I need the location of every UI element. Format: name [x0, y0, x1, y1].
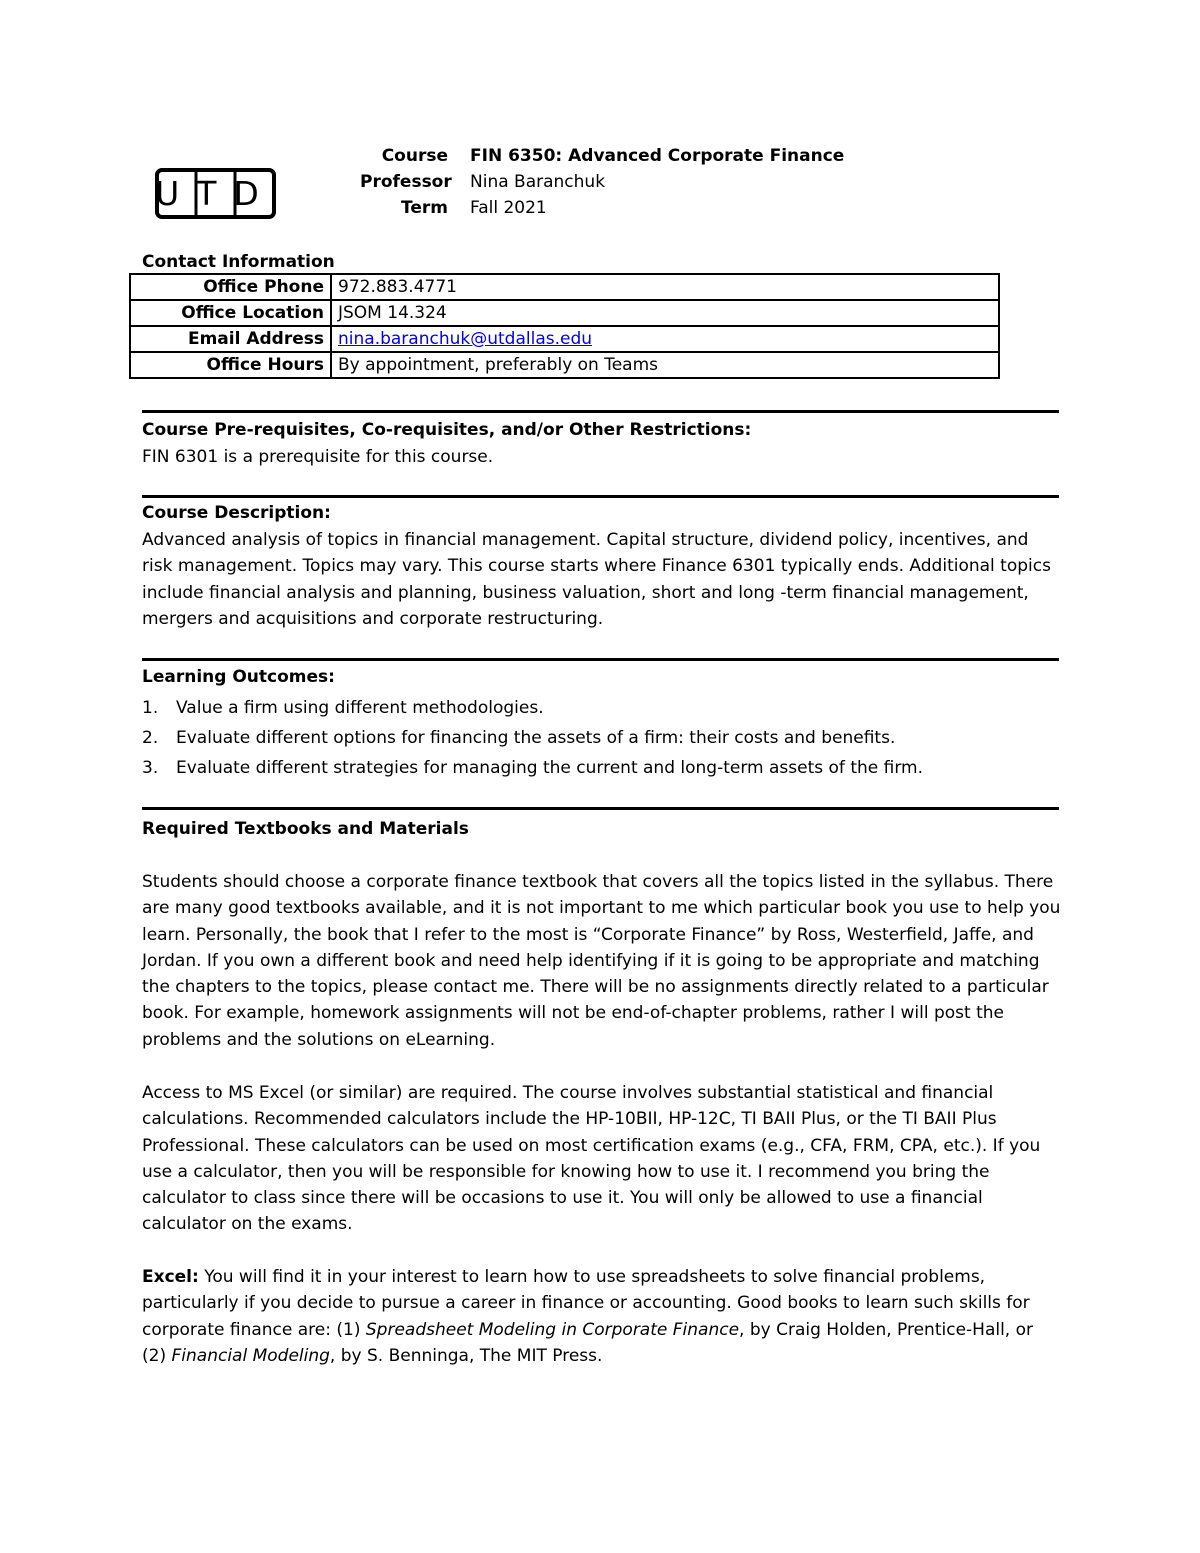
table-row — [130, 274, 999, 300]
excel-text-2: , by Craig Holden, Prentice-Hall, or — [739, 1319, 1034, 1340]
list-item — [142, 693, 1062, 723]
list-number: 1. — [142, 697, 159, 718]
professor-label: Professor — [360, 172, 452, 192]
excel-ref2-num: (2) — [142, 1345, 167, 1366]
description-heading: Course Description: — [142, 503, 331, 523]
office-phone-label: Office Phone — [130, 274, 331, 300]
description-text: Advanced analysis of topics in financial management. Capital structure, dividend policy, incentives, and risk management. Topics may vary. This course starts where Finance 6301 typically ends. Additional topics include financial analysis and planning, business valuation, short and long -term financial management, mergers and acquisitions and corporate restructuring. — [142, 529, 1051, 629]
contact-title: Contact Information — [142, 252, 335, 272]
list-text: Evaluate different options for financing the assets of a firm: their costs and benefits. — [176, 727, 896, 748]
outcomes-list — [142, 693, 1062, 783]
utd-logo-text: UTD — [155, 174, 276, 213]
office-location-value: JSOM 14.324 — [331, 300, 999, 326]
table-row — [130, 300, 999, 326]
outcomes-heading: Learning Outcomes: — [142, 667, 335, 687]
office-phone-value: 972.883.4771 — [331, 274, 999, 300]
term-value: Fall 2021 — [470, 198, 547, 218]
excel-ref1-num: (1) — [336, 1319, 361, 1340]
table-row — [130, 352, 999, 378]
term-label: Term — [401, 198, 448, 218]
course-header — [360, 145, 844, 220]
list-item — [142, 753, 1062, 783]
list-item — [142, 723, 1062, 753]
contact-table — [129, 273, 1000, 379]
excel-label: Excel: — [142, 1267, 199, 1287]
excel-ref2-title: Financial Modeling — [171, 1345, 330, 1366]
section-divider — [142, 658, 1059, 661]
utd-logo — [155, 168, 276, 219]
excel-ref1-title: Spreadsheet Modeling in Corporate Finance — [365, 1319, 740, 1340]
office-hours-label: Office Hours — [130, 352, 331, 378]
section-divider — [142, 495, 1059, 498]
prereq-heading: Course Pre-requisites, Co-requisites, and/or Other Restrictions: — [142, 420, 752, 440]
list-text: Value a firm using different methodologies. — [176, 697, 544, 718]
prereq-section — [142, 417, 1062, 470]
section-divider — [142, 807, 1059, 810]
office-hours-value: By appointment, preferably on Teams — [331, 352, 999, 378]
excel-text-3: , by S. Benninga, The MIT Press. — [329, 1345, 603, 1366]
section-divider — [142, 410, 1059, 413]
office-location-label: Office Location — [130, 300, 331, 326]
list-number: 2. — [142, 727, 159, 748]
outcomes-section — [142, 664, 1062, 783]
excel-text-1: You will find it in your interest to learn how to use spreadsheets to solve financial problems, particularly if you decide to pursue a career in finance or accounting. Good books to learn such skills for corporate finance are: — [142, 1267, 1030, 1340]
professor-value: Nina Baranchuk — [470, 172, 606, 192]
course-label: Course — [381, 146, 448, 166]
textbooks-para1: Students should choose a corporate finance textbook that covers all the topics listed in the syllabus. There are many good textbooks available, and it is not important to me which particular book you use to help you learn. Personally, the book that I refer to the most is “Corporate Finance” by Ross, Westerfield, Jaffe, and Jordan. If you own a different book and need help identifying if it is going to be appropriate and matching the chapters to the topics, please contact me. There will be no assignments directly related to a particular book. For example, homework assignments will not be end-of-chapter problems, rather I will post the problems and the solutions on eLearning. — [142, 872, 1061, 1050]
textbooks-section — [142, 816, 1062, 842]
list-text: Evaluate different strategies for managing the current and long-term assets of the firm. — [176, 757, 923, 778]
course-value: FIN 6350: Advanced Corporate Finance — [470, 146, 845, 166]
textbooks-para2: Access to MS Excel (or similar) are required. The course involves substantial statistical and financial calculations. Recommended calculators include the HP-10BII, HP-12C, TI BAII Plus, or the TI BAII Plus Professional. These calculators can be used on most certification exams (e.g., CFA, FRM, CPA, etc.). If you use a calculator, then you will be responsible for knowing how to use it. I recommend you bring the calculator to class since there will be occasions to use it. You will only be allowed to use a financial calculator on the exams. — [142, 1083, 1041, 1235]
email-address-cell — [331, 326, 999, 352]
excel-paragraph — [142, 1264, 1062, 1369]
email-address-label: Email Address — [130, 326, 331, 352]
description-section — [142, 500, 1062, 633]
email-link[interactable]: nina.baranchuk@utdallas.edu — [338, 329, 593, 349]
list-number: 3. — [142, 757, 159, 778]
prereq-text: FIN 6301 is a prerequisite for this course. — [142, 446, 494, 467]
table-row — [130, 326, 999, 352]
textbooks-heading: Required Textbooks and Materials — [142, 819, 469, 839]
